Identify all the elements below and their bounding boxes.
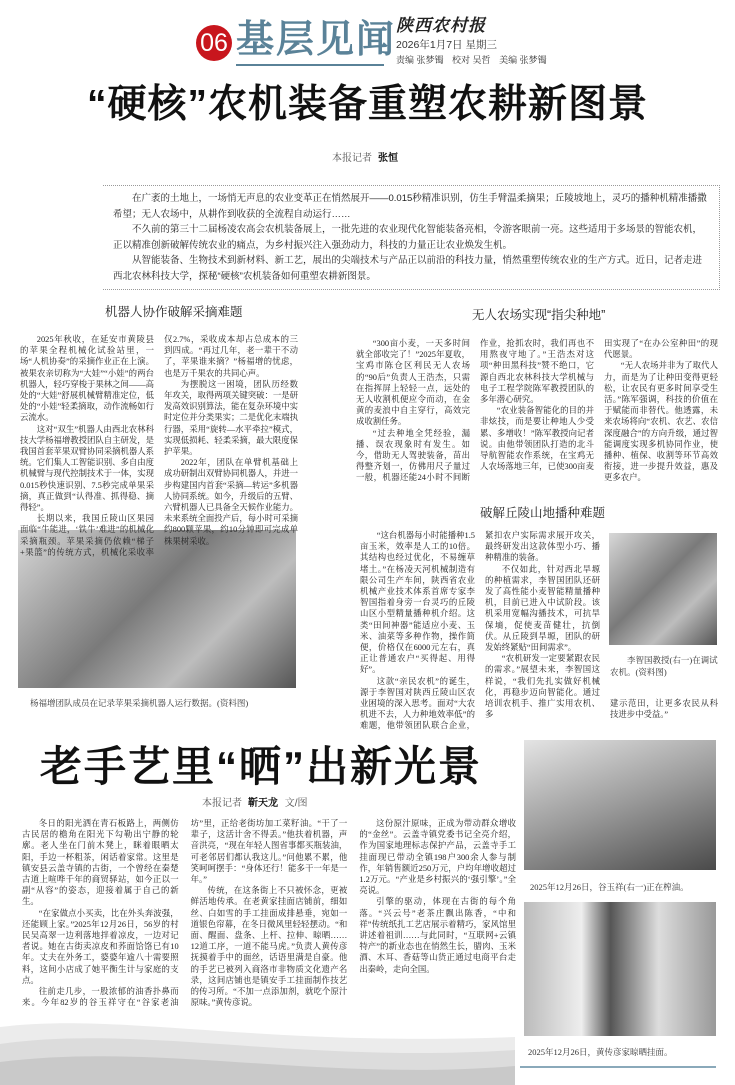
byline-suffix: 文/图 — [284, 798, 308, 809]
issue-date: 2026年1月7日 星期三 — [396, 39, 497, 51]
photo-noodles-street — [524, 902, 716, 1036]
article-body — [20, 334, 298, 558]
subheading: 无人农场实现“指尖种地” — [472, 308, 606, 322]
article-body — [360, 530, 600, 732]
byline-author: 张恒 — [378, 153, 398, 164]
article-continuation: 建示范田，让更多农民从科技进步中受益。” — [610, 699, 718, 720]
article-body — [356, 338, 718, 484]
photo-caption: 杨福增团队成员在记录苹果采摘机器人运行数据。(资料图) — [30, 698, 249, 708]
paragraph: 为摆脱这一困境，团队历经数年攻关，取得两项关键突破：一是研发高效识别算法，能在复杂环境中实时定位并分类果实；二是优化末端执行器，采用“旋转—水平牵拉”模式，实现低损耗、轻柔采摘，最大限度保护苹果。 — [164, 379, 298, 457]
paragraph: 这对“双生”机器人由西北农林科技大学杨福增教授团队自主研发，是我国首套苹果双臂协同采摘机器人系统。它们集人工智能识别、多自由度机械臂与现代控制技术于一体，实现0.015秒快速识别、7.5秒完成单果采摘，真正做到“认得准、抓得稳、摘得轻”。 — [20, 424, 154, 513]
paragraph: “农业装备智能化的目的并非炫技，而是要让种地人少受累、多增收！”陈军教授向记者说。由他带领团队打造的北斗导航智能农作系统，在宝鸡无人农场落地三年，已使300亩麦田实现了“在办公室种田”的现代愿景。 — [480, 339, 718, 472]
paragraph: 往前走几步，一股浓郁的油香扑鼻而来。今年82岁的谷玉祥守在“谷家老油坊”里，正给老街坊加工菜籽油。“干了一辈子，这活计舍不得丢。”他扶着机器，声音洪亮，“现在年轻人图省事都买瓶装油，可老邻居们都认我这儿。”问他累不累，他笑呵呵摆手：“身体还行！能多干一年是一年。” — [22, 819, 348, 1008]
photo-oil-press — [524, 740, 716, 870]
editor-credits — [396, 55, 553, 66]
paragraph: 传统，在这条街上不只被怀念，更被鲜活地传承。在老黄家挂面店铺前，细如丝、白如雪的手工挂面成排悬垂，宛如一道银色帘幕，在冬日微风里轻轻摆动。“和面、醒面、盘条、上杆、拉伸、晾晒……12道工序，一道不能马虎。”负责人黄传彦抚摸着手中的面丝，话语里满是自豪。他的手艺已被列入商洛市非物质文化遗产名录，这间店铺也是镇安手工挂面制作技艺的传习所。“不加一点添加剂，就吃个原汁原味。”黄传彦说。 — [190, 886, 348, 1008]
paragraph: 引擎的驱动，体现在古街的每个角落。“兴云号”老茶庄飘出陈香，“中和祥”传统纸扎工艺店展示着精巧，家风馆里讲述着祖训……与此同时，“互联网+云镇特产”的新业态也在悄然生长，腊肉、玉米酒、木耳、香菇等山货正通过电商平台走出秦岭，走向全国。 — [359, 897, 516, 974]
intro-paragraph: 不久前的第三十二届杨凌农高会农机装备展上，一批先进的农业现代化智能装备亮相，令游客眼前一亮。这些适用于多场景的智能农机，正以精准创新破解传统农业的痛点，为乡村振兴注入强劲动力，科技的力量正让农业焕发生机。 — [113, 224, 703, 251]
intro-paragraph: 从智能装备、生物技术到新材料、新工艺，展出的尖端技术与产品正以前沿的科技力量，悄然重塑传统农业的生产方式。近日，记者走进西北农林科技大学，探秘“硬核”农机装备如何重塑农耕新图景。 — [113, 255, 703, 282]
intro-paragraph: 在广袤的土地上，一场悄无声息的农业变革正在悄然展开——0.015秒精准识别，仿生手臂温柔摘果；丘陵坡地上，灵巧的播种机精准播撒希望；无人农场中，从耕作到收获的全流程自动运行…… — [113, 193, 707, 220]
photo-caption: 2025年12月26日，黄传彦家晾晒挂面。 — [528, 1047, 673, 1057]
photo-seeder — [609, 533, 717, 645]
editor-credit: 美编 张梦镯 — [499, 55, 547, 65]
byline-author: 靳天龙 — [248, 798, 278, 809]
subheading: 破解丘陵山地播种难题 — [480, 506, 606, 520]
paragraph: 这款“亲民农机”的诞生，源于李智国对陕西丘陵山区农业困境的深入思考。面对“大农机进不去，人力种地效率低”的难题，他带领团队联合企业，紧扣农户实际需求展开攻关，最终研发出这款体型小巧、播种精准的装备。 — [360, 531, 600, 731]
paragraph: “农机研发一定要紧跟农民的需求。”展望未来，李智国这样说，“我们先扎实做好机械化，再稳步迈向智能化。通过培训农机手、推广实用农机、多 — [485, 654, 600, 720]
wave-decoration — [0, 1012, 515, 1085]
section-underline — [236, 64, 384, 66]
paragraph: 2025年秋收，在延安市黄陵县的苹果全程机械化试验站里，一场“人机协奏”的采摘作业正在上演。被果农亲切称为“大娃”“小娃”的两台机器人，轻巧穿梭于果林之间——高处的“大娃”舒展机械臂精准定位，低处的“小娃”轻柔摘取，动作流畅如行云流水。 — [20, 335, 154, 423]
byline — [332, 153, 398, 165]
editor-credit: 校对 吴哲 — [452, 55, 491, 65]
paragraph: 不仅如此，针对西北旱塬的种植需求，李智国团队还研发了高性能小麦智能精量播种机，目前已进入中试阶段。该机采用宽幅沟播技术，可抗旱保墒，促使麦苗健壮，抗倒伏。从丘陵到旱塬，团队的研发始终紧贴“田间需求”。 — [485, 564, 600, 653]
article-headline: 老手艺里“晒”出新光景 — [40, 743, 483, 790]
paragraph: “在家做点小买卖，比在外头奔波强，还能顾上家。”2025年12月26日，56岁的村民吴高翠一边利落地拌着凉皮，一边对记者说。她在古街卖凉皮和荞面饸饹已有10年。丈夫在外务工，婆婆年逾八十需要照料，这间小店成了她平衡生计与家庭的支点。 — [22, 908, 179, 985]
subheading: 机器人协作破解采摘难题 — [105, 305, 243, 319]
byline — [202, 798, 308, 810]
article-headline: “硬核”农机装备重塑农耕新图景 — [86, 83, 648, 126]
newspaper-logo: 陕西农村报 — [396, 16, 486, 35]
byline-prefix: 本报记者 — [332, 153, 372, 164]
byline-prefix: 本报记者 — [202, 798, 242, 809]
paragraph: 2022年，团队在单臂机基础上成功研制出双臂协同机器人，并进一步构建国内首套“采摘—转运”多机器人协同系统。如今，升级后的五臂、六臂机器人已具备全天候作业能力。未来系统全面投产后，每小时可采摘约800颗苹果，约10分钟即可完成单株果树采收。 — [164, 458, 298, 546]
paragraph: 长期以来，我国丘陵山区果园面临“牛能进，‘铁牛’难进”的机械化采摘瓶颈。苹果采摘仍依赖“梯子+果篮”的传统方式，机械化采收率仅2.7%，采收成本却占总成本的三到四成。“再过几年，老一辈干不动了，苹果谁来摘？”杨福增的忧虑，也是万千果农的共同心声。 — [20, 335, 298, 557]
paragraph: 这份原汁原味，正成为带动群众增收的“金丝”。云盖寺镇党委书记全亮介绍，作为国家地理标志保护产品，云盖寺手工挂面现已带动全镇198户300余人参与制作，年销售额近250万元，户均年增收超过1.2万元。“产业是乡村振兴的‘强引擎’。”全亮说。 — [359, 819, 516, 896]
paragraph: 冬日的阳光洒在青石板路上，两侧仿古民居的檐角在阳光下勾勒出宁静的轮廓。老人坐在门前木凳上，眯着眼晒太阳，手边一杯粗茶，闲话着家常。这里是镇安县云盖寺镇的古街，一个曾经在秦楚古道上喧哗千年的商贸驿站，如今正以一副“从容”的姿态，迎接着属于自己的新生。 — [22, 819, 179, 907]
page-number-badge: 06 — [196, 25, 232, 61]
paragraph: “无人农场并非为了取代人力，而是为了让种田变得更轻松，让农民有更多时间享受生活。”陈军强调，科技的价值在于赋能而非替代。他透露，未来农场将向“农机、农艺、农信深度融合”的方向升级，通过智能调度实现多机协同作业，使播种、植保、收割等环节高效衔接，进一步提升效益，惠及更多农户。 — [604, 361, 718, 483]
intro-box — [103, 185, 720, 290]
paragraph: “这台机器每小时能播种1.5亩玉米，效率是人工的10倍。其结构也经过优化，不易缠草堵土。”在杨凌天河机械制造有限公司生产车间，陕西省农业机械产业技术体系首席专家李智国指着身旁一台灵巧的丘陵山区小型精量播种机介绍。这类“田间神器”能适应小麦、玉米、油菜等多种作物，操作简便，价格仅在6000元左右，真正让普通农户“买得起、用得好”。 — [360, 531, 475, 675]
paragraph: “过去种地全凭经验，漏播、误农现象时有发生。如今，借助无人驾驶装备，苗出得整齐划一，仿佛用尺子量过一般，机器还能24小时不间断作业，抢抓农时，我们再也不用熬夜守地了。”王浩杰对这项“种田黑科技”赞不绝口，它源自西北农林科技大学机械与电子工程学院陈军教授团队的多年潜心研究。 — [356, 339, 594, 483]
paragraph: “300亩小麦，一天多时间就全部收完了！”2025年夏收，宝鸡市陈仓区利民无人农场的“90后”负责人王浩杰，只需在指挥屏上轻轻一点，远处的无人收割机便应令而动，在金黄的麦浪中自主穿行，高效完成收割任务。 — [356, 339, 470, 427]
photo-caption: 李智国教授(右一)在调试农机。(资料图) — [610, 655, 718, 677]
photo-caption: 2025年12月26日，谷玉祥(右一)正在榨油。 — [530, 882, 689, 892]
divider — [520, 1066, 716, 1068]
editor-credit: 责编 张梦镯 — [396, 55, 444, 65]
article-body — [22, 818, 516, 1008]
section-title: 基层见闻 — [236, 19, 397, 61]
